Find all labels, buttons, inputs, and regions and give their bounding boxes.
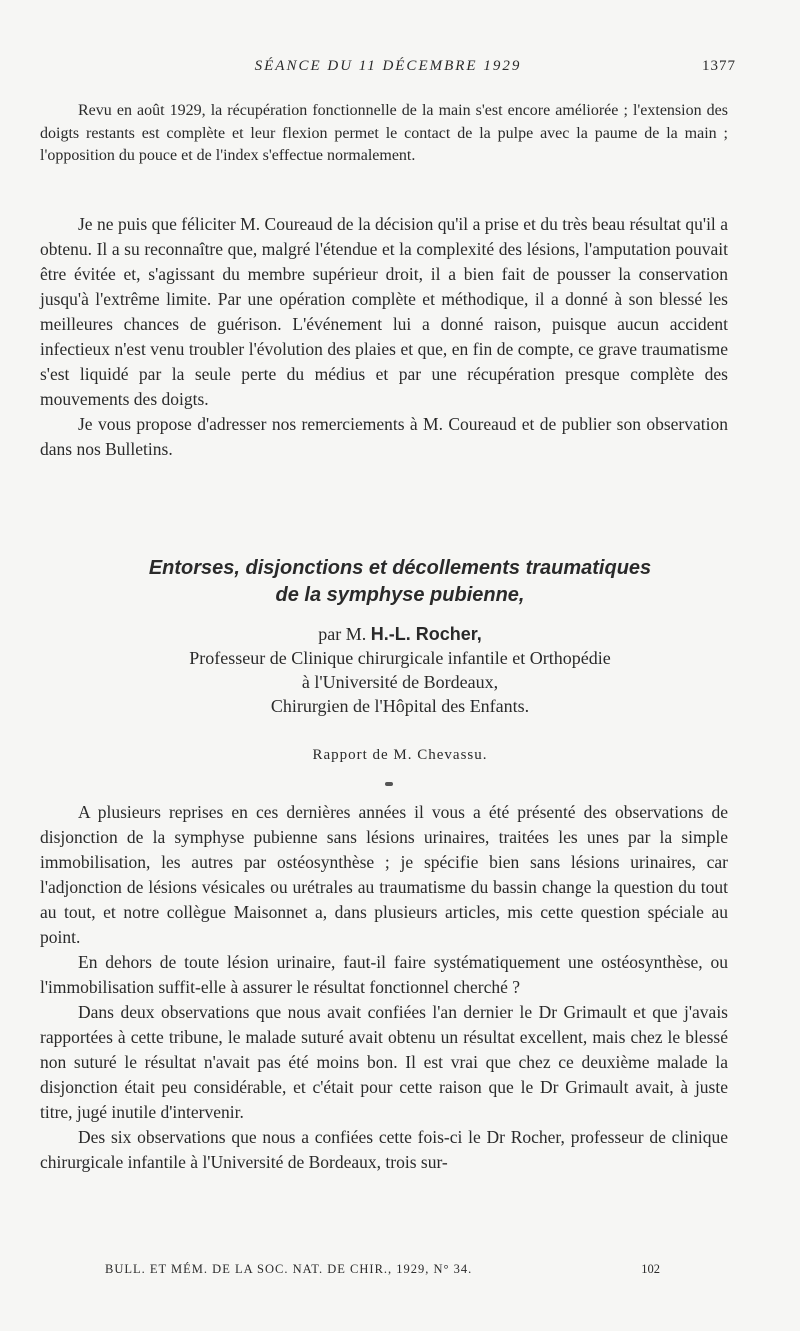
article-title-line-1: Entorses, disjonctions et décollements traumatiques — [148, 557, 652, 579]
page-number: 1377 — [702, 58, 736, 74]
byline — [40, 622, 760, 718]
body-paragraph-3: Dans deux observations que nous avait confiées l'an dernier le Dr Grimault et que j'avais rapportées à cette tribune, le malade suturé avait obtenu un résultat excellent, mais chez le blessé non suturé le résultat n'avait pas été moins bon. Il est vrai que chez ce deuxième malade la disjonction était peu considérable, et c'était pour cette raison que le Dr Grimault avait, à juste titre, jugé inutile d'intervenir. — [40, 1002, 728, 1122]
running-title: SÉANCE DU 11 DÉCEMBRE 1929 — [254, 58, 522, 74]
body-paragraph-4: Des six observations que nous a confiées cette fois-ci le Dr Rocher, professeur de clinique chirurgicale infantile à l'Université de Bordeaux, trois sur- — [40, 1127, 728, 1172]
page-footer — [105, 1262, 660, 1277]
sheet-number: 102 — [641, 1262, 660, 1276]
intro-block — [40, 100, 728, 168]
article-title — [40, 555, 760, 609]
affiliation-1: Professeur de Clinique chirurgicale infantile et Orthopédie — [189, 648, 611, 668]
body-paragraph-1: A plusieurs reprises en ces dernières années il vous a été présenté des observations de disjonction de la symphyse pubienne sans lésions urinaires, traitées les unes par la simple immobilisation, les autres par ostéosynthèse ; je spécifie bien sans lésions urinaires, car l'adjonction de lésions vésicales ou urétrales au traumatisme du bassin change la question du tout au tout, et notre collègue Maisonnet a, dans plusieurs articles, mis cette question spéciale au point. — [40, 802, 728, 947]
footer-citation: BULL. ET MÉM. DE LA SOC. NAT. DE CHIR., 1929, N° 34. — [105, 1262, 473, 1276]
report-label: Rapport de M. Chevassu. — [312, 747, 488, 763]
separator-mark — [385, 782, 393, 786]
intro-paragraph: Revu en août 1929, la récupération fonctionnelle de la main s'est encore améliorée ; l'extension des doigts restants est complète et leur flexion permet le contact de la pulpe avec la paume de la main ; l'opposition du pouce et de l'index s'effectue normalement. — [40, 102, 728, 164]
body-paragraph-2: En dehors de toute lésion urinaire, faut-il faire systématiquement une ostéosynthèse, ou l'immobilisation suffit-elle à assurer le résultat fonctionnel cherché ? — [40, 952, 728, 997]
conclusion-paragraph-1: Je ne puis que féliciter M. Coureaud de la décision qu'il a prise et du très beau résultat qu'il a obtenu. Il a su reconnaître que, malgré l'étendue et la complexité des lésions, l'amputation pouvait être évitée et, s'agissant du membre supérieur droit, il a bien fait de pousser la conservation jusqu'à l'extrême limite. Par une opération complète et méthodique, il a donné à son blessé les meilleures chances de guérison. L'événement lui a donné raison, puisque aucun accident infectieux n'est venu troubler l'évolution des plaies et que, en fin de compte, ce grave traumatisme s'est liquidé par la seule perte du médius et par une récupération presque complète des mouvements des doigts. — [40, 214, 728, 409]
affiliation-3: Chirurgien de l'Hôpital des Enfants. — [270, 696, 530, 716]
running-header — [40, 58, 736, 82]
conclusion-block — [40, 212, 728, 462]
by-prefix: par M. — [318, 624, 367, 644]
affiliation-2: à l'Université de Bordeaux, — [301, 672, 499, 692]
article-body — [40, 800, 728, 1175]
author-name: H.-L. Rocher, — [370, 624, 482, 644]
conclusion-paragraph-2: Je vous propose d'adresser nos remerciements à M. Coureaud et de publier son observation dans nos Bulletins. — [40, 414, 728, 459]
article-title-line-2: de la symphyse pubienne, — [275, 584, 525, 606]
